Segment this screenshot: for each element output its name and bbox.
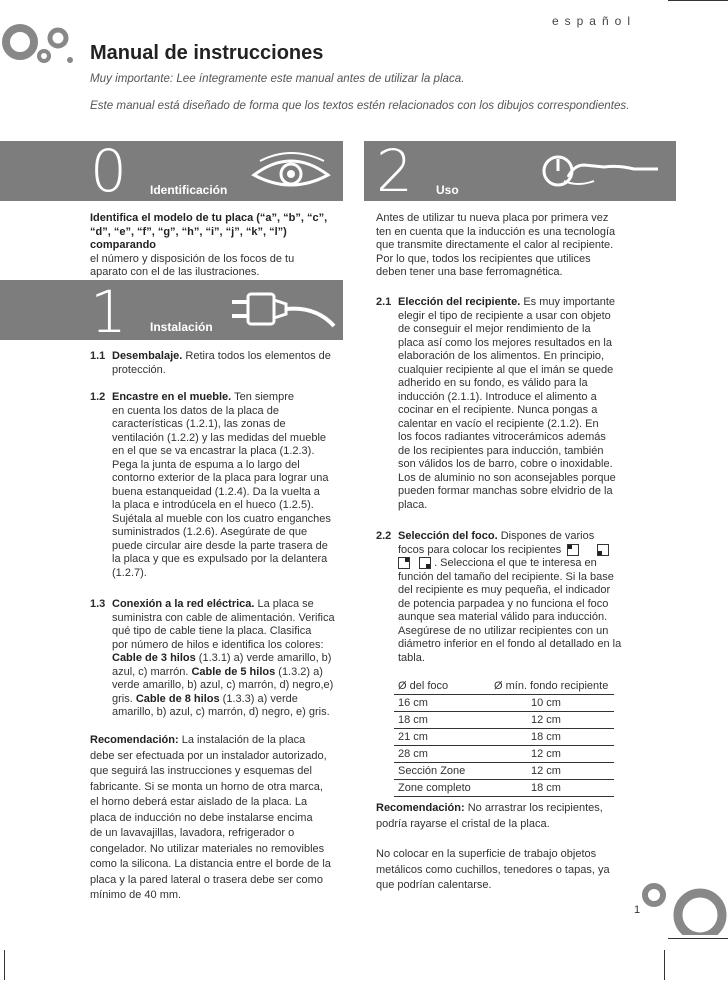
intro-design: Este manual está diseñado de forma que los textos estén relacionados con los dibujos correspondientes. bbox=[90, 99, 630, 112]
table-row: 21 cm 18 cm bbox=[394, 729, 614, 746]
section-0-title: Identificación bbox=[150, 183, 228, 197]
item-1-1: 1.1 Desembalaje. Retira todos los elementos de protección. bbox=[90, 350, 331, 376]
table-row: Sección Zone 12 cm bbox=[394, 763, 614, 780]
power-button-icon bbox=[534, 147, 672, 197]
section-2-title: Uso bbox=[436, 183, 459, 197]
table-row: 16 cm 10 cm bbox=[394, 695, 614, 712]
section-1-banner bbox=[0, 278, 343, 346]
crop-mark bbox=[4, 950, 5, 980]
table-header-cell: Ø mín. fondo recipiente bbox=[478, 678, 614, 695]
section-1-recommendation: Recomendación: La instalación de la placa debe ser efectuada por un instalador autorizado, que seguirá las instrucciones y esquemas del fabricante. Si se monta un horno de otra marca, el horno deberá estar aislado de la placa. La placa de inducción no debe instalarse encima de un lavavajillas, lavadora, refrigerador o congelador. No utilizar materiales no removibles como la silicona. La distancia entre el borde de la placa y la pared lateral o trasera debe ser como mínimo de 40 mm. bbox=[90, 734, 331, 901]
zone-size-table bbox=[394, 678, 614, 797]
table-row: 28 cm 12 cm bbox=[394, 746, 614, 763]
table-header-cell: Ø del foco bbox=[394, 678, 478, 695]
intro-important: Muy importante: Lee íntegramente este manual antes de utilizar la placa. bbox=[90, 72, 465, 85]
zone-front-left-icon bbox=[567, 544, 579, 556]
crop-mark bbox=[664, 950, 665, 980]
section-2-note: No colocar en la superficie de trabajo objetos metálicos como cuchillos, tenedores o tapas, ya que podrían calentarse. bbox=[376, 848, 610, 891]
plug-icon bbox=[226, 286, 338, 336]
section-1-title: Instalación bbox=[150, 320, 213, 334]
item-1-3: 1.3 Conexión a la red eléctrica. La placa se suministra con cable de alimentación. Verifica qué tipo de cable tiene la placa. Clasifica por número de hilos e identifica los colores: Cable de 3 hilos (1.3.1) a) verde amarillo, b) azul, c) marrón. Cable de 5 hilos (1.3.2) a) verde amarillo, b) azul, c) marrón, d) negro,e) gris. Cable de 8 hilos (1.3.3) a) verde amarillo, b) azul, c) marrón, d) negro, e) gris. bbox=[90, 598, 335, 718]
section-0-number: 0 bbox=[90, 137, 127, 205]
zone-rear-left-icon bbox=[398, 557, 410, 569]
section-2-intro: Antes de utilizar tu nueva placa por primera vez ten en cuenta que la inducción es una tecnología que transmite directamente el calor al recipiente. Por lo que, todos los recipientes que utilices deben tener una base ferromagnética. bbox=[376, 212, 616, 278]
section-2-recommendation: Recomendación: No arrastrar los recipientes, podría rayarse el cristal de la placa. bbox=[376, 802, 603, 830]
section-0-banner bbox=[0, 137, 343, 205]
crop-mark bbox=[668, 938, 728, 939]
brand-logo-icon bbox=[0, 18, 80, 78]
section-2-banner bbox=[364, 137, 676, 205]
table-row: Zone completo 18 cm bbox=[394, 780, 614, 797]
section-0-text: Identifica el modelo de tu placa (“a”, “b”, “c”, “d”, “e”, “f”, “g”, “h”, “i”, “j”, “k”, “l”) comparando el número y disposición de los focos de tu aparato con el de las ilustraciones. bbox=[90, 212, 328, 278]
item-1-2: 1.2 Encastre en el mueble. Ten siempre en cuenta los datos de la placa de características (1.2.1), las zonas de ventilación (1.2.2) y las medidas del mueble en el que se va encastrar la placa (1.2.3). Pega la junta de espuma a lo largo del contorno exterior de la placa para lograr una buena estanqueidad (1.2.4). Da la vuelta a la placa e introdúcela en el hueco (1.2.5). Sujétala al mueble con los cuatro enganches suministrados (1.2.6). Asegúrate de que puede circular aire desde la parte trasera de la placa y que es expulsado por la delantera (1.2.7). bbox=[90, 391, 331, 579]
page-title: Manual de instrucciones bbox=[90, 42, 324, 64]
item-2-2: 2.2 Selección del foco. Dispones de varios focos para colocar los recipientes . Selecciona el que te interesa en función del tamaño del recipiente. Si la base del recipiente es muy pequeña, el indicador de potencia parpadea y no funciona el foco aunque sea material válido para inducción. Asegúrese de no utilizar recipientes con un diámetro inferior en el fondo al detallado en la tabla. bbox=[376, 530, 622, 664]
crop-mark bbox=[668, 0, 728, 1]
page-number: 1 bbox=[634, 904, 641, 916]
eye-icon bbox=[246, 149, 336, 195]
section-1-number: 1 bbox=[90, 278, 127, 346]
item-2-1: 2.1 Elección del recipiente. Es muy importante elegir el tipo de recipiente a usar con objeto de conseguir el mejor rendimiento de la placa así como los mejores resultados en la elaboración de los alimentos. En principio, cualquier recipiente al que el imán se quede adherido en su fondo, es válido para la inducción (2.1.1). Introduce el alimento a cocinar en el recipiente. Nunca pongas a calentar en vacío el recipiente (2.1.2). En los focos radiantes vitrocerámicos además de los recipientes para inducción, también son válidos los de barro, cobre o inoxidable. Los de aluminio no son aconsejables porque pueden formar manchas sobre elvidrio de la placa. bbox=[376, 296, 616, 511]
zone-front-right-icon bbox=[597, 544, 609, 556]
table-header-row bbox=[394, 678, 614, 695]
section-2-number: 2 bbox=[376, 137, 413, 205]
language-label: español bbox=[551, 14, 636, 28]
zone-rear-right-icon bbox=[419, 557, 431, 569]
table-row: 18 cm 12 cm bbox=[394, 712, 614, 729]
